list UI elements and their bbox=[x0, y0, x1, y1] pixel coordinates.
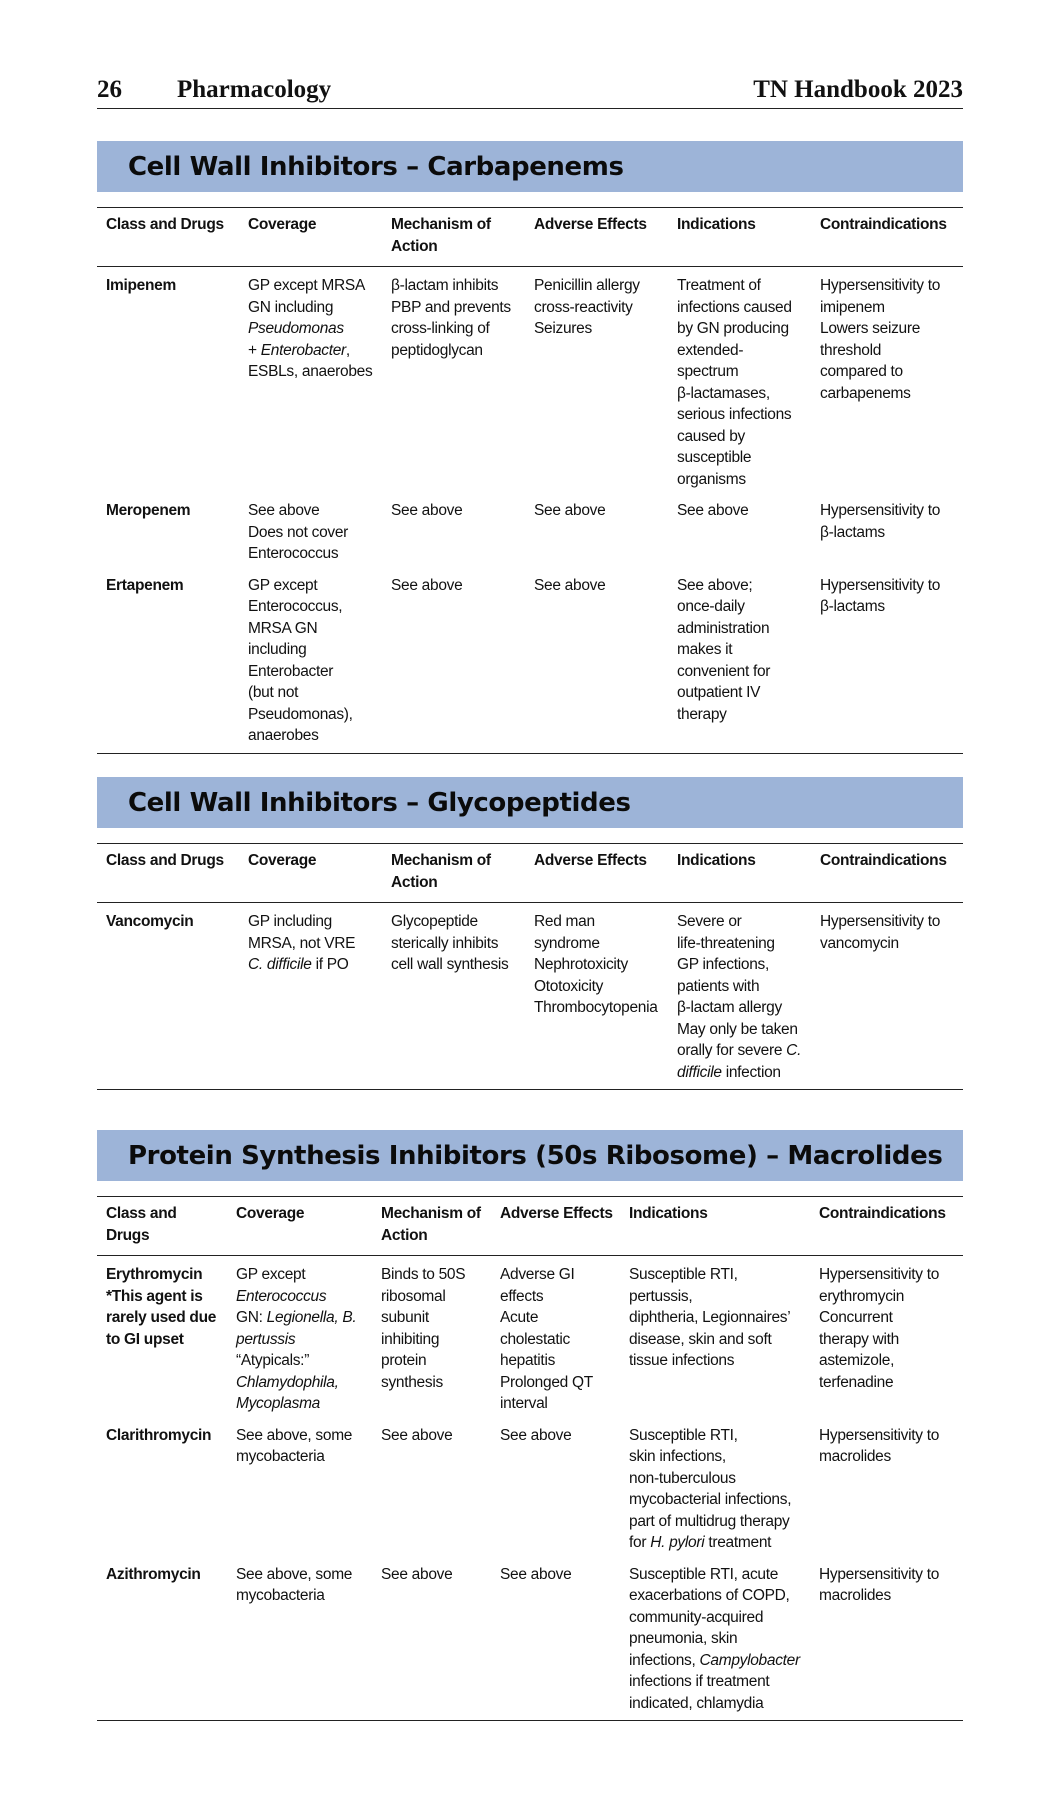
cell-line: skin infections, bbox=[629, 1448, 726, 1465]
cell-line: pertussis bbox=[236, 1330, 296, 1348]
cell-line: disease, skin and soft bbox=[629, 1330, 772, 1348]
cell-line: Hypersensitivity to bbox=[820, 576, 941, 594]
adverse-cell bbox=[525, 492, 668, 567]
cell-line: See above bbox=[381, 1426, 453, 1444]
column-header: Contraindications bbox=[810, 1197, 963, 1256]
column-header: Mechanism of Action bbox=[372, 1197, 491, 1256]
cell-line: Lowers seizure bbox=[820, 320, 921, 337]
mechanism-cell bbox=[372, 1556, 491, 1721]
coverage-cell bbox=[227, 1556, 372, 1721]
cell-line: Hypersensitivity to bbox=[820, 502, 941, 519]
carbapenems-table bbox=[97, 207, 963, 754]
cell-line: cholestatic bbox=[500, 1330, 570, 1348]
cell-line: Meropenem bbox=[106, 502, 191, 519]
cell-line: See above bbox=[500, 1565, 572, 1583]
section-title: Pharmacology bbox=[177, 76, 332, 103]
cell-line: extended- bbox=[677, 341, 744, 359]
cell-line: Treatment of bbox=[677, 277, 761, 294]
table-row bbox=[97, 903, 963, 1090]
cell-line: β-lactam allergy bbox=[677, 999, 782, 1016]
cell-line: See above, some bbox=[236, 1426, 353, 1444]
drug-name-cell bbox=[97, 903, 239, 1090]
cell-line: See above bbox=[391, 576, 463, 594]
cell-line: Hypersensitivity to bbox=[820, 277, 941, 294]
cell-line: β-lactamases, bbox=[677, 384, 770, 402]
cell-line: GN including bbox=[248, 298, 334, 316]
cell-line: Acute bbox=[500, 1309, 539, 1326]
mechanism-cell bbox=[372, 1417, 491, 1556]
macrolides-table bbox=[97, 1196, 963, 1721]
column-header: Mechanism of Action bbox=[382, 844, 525, 903]
column-header: Contraindications bbox=[811, 844, 963, 903]
cell-line: to GI upset bbox=[106, 1330, 184, 1348]
cell-line: pneumonia, skin bbox=[629, 1630, 738, 1647]
cell-line: Chlamydophila, bbox=[236, 1373, 339, 1391]
cell-line: for H. pylori treatment bbox=[629, 1534, 772, 1551]
cell-line: See above bbox=[534, 502, 606, 519]
cell-line: compared to bbox=[820, 363, 903, 380]
column-header: Contraindications bbox=[811, 208, 963, 267]
mechanism-cell bbox=[382, 567, 525, 754]
cell-line: β-lactams bbox=[820, 598, 885, 615]
cell-line: therapy with bbox=[819, 1330, 899, 1348]
cell-line: Prolonged QT bbox=[500, 1373, 593, 1391]
table-row bbox=[97, 1256, 963, 1417]
coverage-cell bbox=[227, 1417, 372, 1556]
column-header: Coverage bbox=[227, 1197, 372, 1256]
column-header: Indications bbox=[620, 1197, 810, 1256]
glycopeptides-table bbox=[97, 843, 963, 1090]
coverage-cell bbox=[239, 267, 382, 493]
cell-line: GP including bbox=[248, 913, 333, 930]
cell-line: non-tuberculous bbox=[629, 1469, 736, 1487]
cell-line: cross-reactivity bbox=[534, 298, 633, 316]
cell-line: Susceptible RTI, acute bbox=[629, 1565, 779, 1583]
cell-line: macrolides bbox=[819, 1448, 891, 1465]
cell-line: See above bbox=[677, 502, 749, 519]
cell-line: Enterobacter bbox=[248, 662, 334, 680]
cell-line: MRSA, not VRE bbox=[248, 934, 356, 952]
cell-line: imipenem bbox=[820, 298, 885, 316]
cell-line: *This agent is bbox=[106, 1287, 203, 1305]
cell-line: May only be taken bbox=[677, 1020, 798, 1038]
carbapenems-section bbox=[97, 141, 963, 754]
cell-line: GN: Legionella, B. bbox=[236, 1309, 357, 1326]
cell-line: administration bbox=[677, 619, 770, 637]
cell-line: tissue infections bbox=[629, 1352, 735, 1369]
cell-line: Clarithromycin bbox=[106, 1426, 212, 1444]
cell-line: Ertapenem bbox=[106, 576, 184, 594]
column-header: Mechanism of Action bbox=[382, 208, 525, 267]
cell-line: inhibiting bbox=[381, 1330, 440, 1348]
cell-line: Vancomycin bbox=[106, 913, 194, 930]
coverage-cell bbox=[239, 903, 382, 1090]
contraindications-cell bbox=[811, 492, 963, 567]
cell-line: (but not bbox=[248, 684, 299, 701]
section-title-band: Cell Wall Inhibitors – Carbapenems bbox=[97, 141, 963, 192]
indications-cell bbox=[620, 1417, 810, 1556]
cell-line: patients with bbox=[677, 977, 760, 995]
section-title-band: Cell Wall Inhibitors – Glycopeptides bbox=[97, 777, 963, 828]
contraindications-cell bbox=[810, 1556, 963, 1721]
cell-line: effects bbox=[500, 1287, 544, 1305]
cell-line: Susceptible RTI, pertussis, bbox=[629, 1266, 738, 1305]
cell-line: infections if treatment bbox=[629, 1673, 770, 1690]
indications-cell bbox=[668, 492, 811, 567]
section-title-band: Protein Synthesis Inhibitors (50s Ribosome) – Macrolides bbox=[97, 1130, 963, 1181]
contraindications-cell bbox=[811, 567, 963, 754]
cell-line: Ototoxicity bbox=[534, 977, 604, 995]
cell-line: threshold bbox=[820, 341, 882, 359]
cell-line: exacerbations of COPD, bbox=[629, 1587, 790, 1604]
cell-line: infections caused bbox=[677, 298, 792, 316]
table-row bbox=[97, 567, 963, 754]
cell-line: Enterococcus, bbox=[248, 598, 343, 615]
cell-line: macrolides bbox=[819, 1587, 891, 1604]
cell-line: Binds to 50S bbox=[381, 1266, 466, 1283]
cell-line: anaerobes bbox=[248, 727, 319, 744]
cell-line: life-threatening bbox=[677, 934, 775, 952]
cell-line: including bbox=[248, 641, 307, 658]
cell-line: sterically inhibits bbox=[391, 934, 499, 952]
cell-line: interval bbox=[500, 1395, 548, 1412]
cell-line: MRSA GN bbox=[248, 619, 318, 637]
drug-name-cell bbox=[97, 267, 239, 493]
cell-line: Imipenem bbox=[106, 277, 176, 294]
cell-line: outpatient IV bbox=[677, 684, 761, 701]
column-header: Indications bbox=[668, 208, 811, 267]
cell-line: Red man bbox=[534, 913, 595, 930]
contraindications-cell bbox=[810, 1417, 963, 1556]
cell-line: ribosomal bbox=[381, 1287, 446, 1305]
cell-line: Concurrent bbox=[819, 1309, 893, 1326]
cell-line: mycobacterial infections, bbox=[629, 1491, 792, 1508]
cell-line: Mycoplasma bbox=[236, 1395, 320, 1412]
cell-line: Severe or bbox=[677, 913, 742, 930]
cell-line: Erythromycin bbox=[106, 1266, 203, 1283]
cell-line: Azithromycin bbox=[106, 1565, 201, 1583]
adverse-cell bbox=[525, 267, 668, 493]
column-header: Class and Drugs bbox=[97, 1197, 227, 1256]
cell-line: See above bbox=[381, 1565, 453, 1583]
cell-line: vancomycin bbox=[820, 934, 899, 952]
drug-name-cell bbox=[97, 492, 239, 567]
contraindications-cell bbox=[811, 267, 963, 493]
coverage-cell bbox=[239, 567, 382, 754]
cell-line: terfenadine bbox=[819, 1373, 894, 1391]
indications-cell bbox=[668, 567, 811, 754]
cell-line: peptidoglycan bbox=[391, 341, 483, 359]
drug-name-cell bbox=[97, 567, 239, 754]
cell-line: GP except bbox=[248, 576, 318, 594]
cell-line: See above bbox=[391, 502, 463, 519]
table-row bbox=[97, 492, 963, 567]
indications-cell bbox=[668, 903, 811, 1090]
cell-line: Enterococcus bbox=[236, 1287, 327, 1305]
table-row bbox=[97, 1417, 963, 1556]
cell-line: Does not cover bbox=[248, 523, 349, 541]
cell-line: spectrum bbox=[677, 363, 739, 380]
adverse-cell bbox=[525, 567, 668, 754]
cell-line: diphtheria, Legionnaires’ bbox=[629, 1309, 791, 1326]
cell-line: mycobacteria bbox=[236, 1448, 325, 1465]
column-header: Class and Drugs bbox=[97, 844, 239, 903]
cell-line: Hypersensitivity to bbox=[819, 1426, 940, 1444]
mechanism-cell bbox=[382, 903, 525, 1090]
cell-line: Susceptible RTI, bbox=[629, 1426, 738, 1444]
cell-line: astemizole, bbox=[819, 1352, 895, 1369]
cell-line: part of multidrug therapy bbox=[629, 1512, 790, 1530]
cell-line: by GN producing bbox=[677, 320, 789, 337]
cell-line: PBP and prevents bbox=[391, 298, 511, 316]
cell-line: therapy bbox=[677, 705, 727, 723]
mechanism-cell bbox=[382, 492, 525, 567]
cell-line: caused by bbox=[677, 427, 745, 445]
indications-cell bbox=[668, 267, 811, 493]
cell-line: protein bbox=[381, 1352, 427, 1369]
cell-line: infections, Campylobacter bbox=[629, 1651, 800, 1669]
macrolides-section bbox=[97, 1130, 963, 1721]
cell-line: Hypersensitivity to bbox=[819, 1266, 940, 1283]
cell-line: See above; bbox=[677, 576, 753, 594]
cell-line: orally for severe C. bbox=[677, 1042, 802, 1059]
cell-line: See above bbox=[534, 576, 606, 594]
cell-line: Hypersensitivity to bbox=[819, 1565, 940, 1583]
cell-line: Adverse GI bbox=[500, 1266, 575, 1283]
cell-line: difficile infection bbox=[677, 1063, 781, 1081]
cell-line: Hypersensitivity to bbox=[820, 913, 941, 930]
cell-line: synthesis bbox=[381, 1373, 443, 1391]
cell-line: carbapenems bbox=[820, 384, 911, 402]
cell-line: ESBLs, anaerobes bbox=[248, 363, 373, 380]
adverse-cell bbox=[525, 903, 668, 1090]
book-title: TN Handbook 2023 bbox=[753, 76, 963, 103]
cell-line: once-daily bbox=[677, 598, 745, 615]
table-row bbox=[97, 267, 963, 493]
table-header-row bbox=[97, 844, 963, 903]
cell-line: Pseudomonas bbox=[248, 320, 344, 337]
table-header-row bbox=[97, 1197, 963, 1256]
drug-name-cell bbox=[97, 1556, 227, 1721]
cell-line: erythromycin bbox=[819, 1287, 905, 1305]
cell-line: cross-linking of bbox=[391, 320, 490, 337]
cell-line: “Atypicals:” bbox=[236, 1352, 310, 1369]
cell-line: Nephrotoxicity bbox=[534, 956, 629, 973]
cell-line: mycobacteria bbox=[236, 1587, 325, 1604]
cell-line: Penicillin allergy bbox=[534, 277, 640, 294]
cell-line: community-acquired bbox=[629, 1608, 764, 1626]
column-header: Coverage bbox=[239, 208, 382, 267]
cell-line: Thrombocytopenia bbox=[534, 999, 658, 1016]
column-header: Adverse Effects bbox=[525, 844, 668, 903]
cell-line: GP except bbox=[236, 1266, 306, 1283]
page-number: 26 bbox=[97, 76, 122, 103]
cell-line: Seizures bbox=[534, 320, 592, 337]
column-header: Indications bbox=[668, 844, 811, 903]
adverse-cell bbox=[491, 1417, 620, 1556]
page-header bbox=[97, 72, 963, 109]
cell-line: C. difficile if PO bbox=[248, 956, 349, 973]
column-header: Class and Drugs bbox=[97, 208, 239, 267]
column-header: Adverse Effects bbox=[491, 1197, 620, 1256]
mechanism-cell bbox=[372, 1256, 491, 1417]
column-header: Coverage bbox=[239, 844, 382, 903]
drug-name-cell bbox=[97, 1417, 227, 1556]
glycopeptides-section bbox=[97, 777, 963, 1090]
cell-line: GP except MRSA bbox=[248, 277, 365, 294]
cell-line: susceptible bbox=[677, 449, 752, 466]
cell-line: See above bbox=[248, 502, 320, 519]
mechanism-cell bbox=[382, 267, 525, 493]
table-row bbox=[97, 1556, 963, 1721]
cell-line: syndrome bbox=[534, 934, 600, 952]
cell-line: β-lactams bbox=[820, 523, 885, 541]
cell-line: See above, some bbox=[236, 1565, 353, 1583]
cell-line: cell wall synthesis bbox=[391, 956, 509, 973]
cell-line: makes it bbox=[677, 641, 733, 658]
cell-line: rarely used due bbox=[106, 1309, 217, 1326]
cell-line: See above bbox=[500, 1426, 572, 1444]
cell-line: serious infections bbox=[677, 406, 792, 423]
cell-line: β-lactam inhibits bbox=[391, 277, 499, 294]
cell-line: GP infections, bbox=[677, 956, 770, 973]
cell-line: Glycopeptide bbox=[391, 913, 478, 930]
contraindications-cell bbox=[810, 1256, 963, 1417]
cell-line: Pseudomonas), bbox=[248, 705, 353, 723]
column-header: Adverse Effects bbox=[525, 208, 668, 267]
coverage-cell bbox=[227, 1256, 372, 1417]
coverage-cell bbox=[239, 492, 382, 567]
adverse-cell bbox=[491, 1256, 620, 1417]
cell-line: subunit bbox=[381, 1309, 429, 1326]
cell-line: indicated, chlamydia bbox=[629, 1694, 764, 1712]
cell-line: + Enterobacter, bbox=[248, 341, 350, 359]
drug-name-cell bbox=[97, 1256, 227, 1417]
cell-line: Enterococcus bbox=[248, 545, 339, 562]
cell-line: organisms bbox=[677, 470, 746, 488]
indications-cell bbox=[620, 1556, 810, 1721]
cell-line: hepatitis bbox=[500, 1352, 556, 1369]
contraindications-cell bbox=[811, 903, 963, 1090]
indications-cell bbox=[620, 1256, 810, 1417]
table-header-row bbox=[97, 208, 963, 267]
adverse-cell bbox=[491, 1556, 620, 1721]
cell-line: convenient for bbox=[677, 662, 771, 680]
